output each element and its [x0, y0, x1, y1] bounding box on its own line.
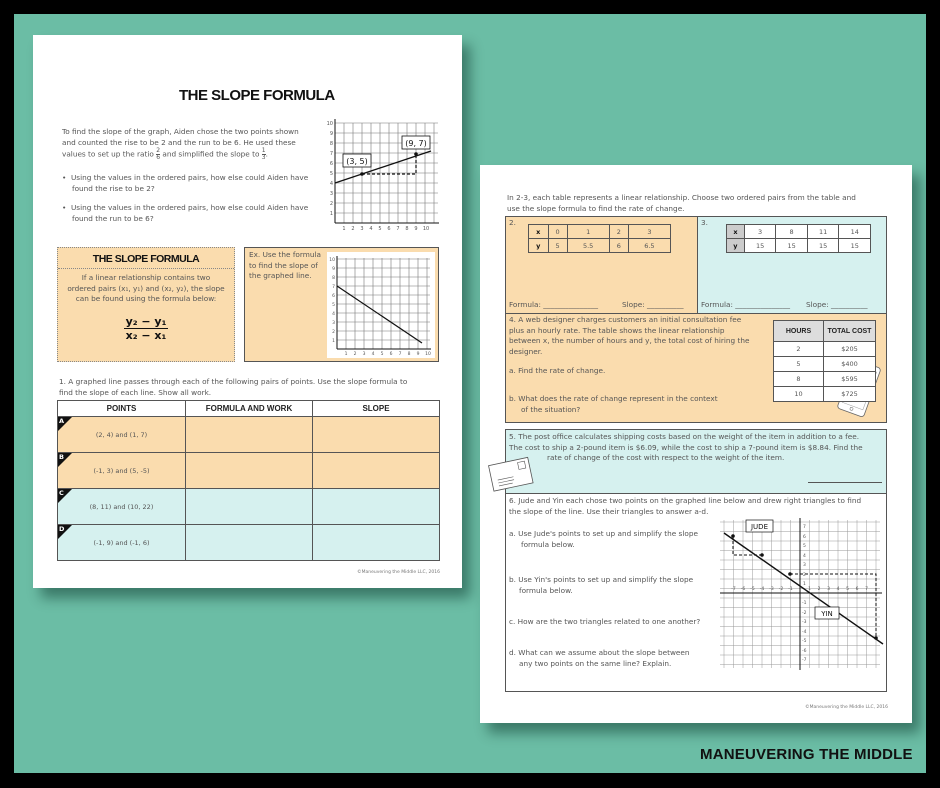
- svg-text:5: 5: [332, 303, 335, 308]
- svg-text:9: 9: [416, 352, 420, 357]
- svg-text:3: 3: [332, 321, 335, 326]
- y-value: 15: [807, 239, 839, 253]
- page-title: THE SLOPE FORMULA: [179, 87, 335, 104]
- svg-text:7: 7: [329, 151, 333, 157]
- point-label: (9, 7): [405, 139, 427, 148]
- copyright-footer: ©Maneuvering the Middle LLC, 2016: [805, 705, 888, 710]
- svg-text:-4: -4: [759, 587, 765, 592]
- svg-text:6: 6: [387, 226, 391, 232]
- brand-logo-text: MANEUVERING THE MIDDLE: [700, 746, 913, 763]
- example-line: the graphed line.: [249, 271, 312, 280]
- slope-fraction: [262, 148, 266, 161]
- y-value: 15: [744, 239, 776, 253]
- question-4b: [509, 394, 718, 415]
- slope-cell[interactable]: [313, 417, 440, 453]
- row-label: x: [727, 225, 745, 239]
- prompt-line: plus an hourly rate. The table shows the linear relationship: [509, 325, 725, 335]
- coordinate-plane-graph: [718, 516, 886, 671]
- denominator: 3: [261, 154, 266, 161]
- question-6-box: [505, 493, 887, 692]
- hours-cost-table: [773, 320, 876, 402]
- question-6a: [509, 529, 698, 550]
- yin-label: YIN: [821, 610, 833, 618]
- svg-text:6: 6: [389, 352, 393, 357]
- svg-text:2: 2: [817, 587, 821, 592]
- bullet-text: Using the values in the ordered pairs, how else could Aiden have: [70, 203, 309, 212]
- x-value: 14: [839, 225, 871, 239]
- svg-text:-2: -2: [778, 587, 784, 592]
- prompt-line: rate of change of the cost with respect to the weight of the item.: [547, 453, 785, 462]
- question-4-box: [505, 313, 887, 423]
- svg-text:-6: -6: [740, 587, 746, 592]
- column-header: FORMULA AND WORK: [186, 401, 313, 417]
- x-value: 2: [609, 225, 628, 239]
- svg-text:3: 3: [360, 226, 364, 232]
- jude-label: JUDE: [750, 523, 769, 531]
- svg-text:5: 5: [380, 352, 384, 357]
- hours-value: 10: [774, 387, 824, 402]
- work-cell[interactable]: [186, 489, 313, 525]
- intro-line: and counted the rise to be 2 and the run to be 6. He used these: [62, 137, 296, 147]
- slope-formula: [58, 315, 234, 342]
- table-row: [774, 357, 876, 372]
- points-cell: [58, 525, 186, 561]
- svg-text:-1: -1: [802, 601, 807, 606]
- x-value: 3: [744, 225, 776, 239]
- svg-text:8: 8: [329, 141, 333, 147]
- table-row: [58, 453, 440, 489]
- points-value: (-1, 3) and (5, -5): [93, 466, 150, 475]
- slope-answer-line[interactable]: Slope: __________: [622, 300, 684, 309]
- svg-text:-3: -3: [802, 620, 807, 625]
- prompt-line: 6. Jude and Yin each chose two points on the graphed line below and drew right triangles to find: [509, 496, 862, 505]
- svg-text:9: 9: [332, 267, 335, 272]
- prompt-line: formula below.: [519, 585, 573, 595]
- question-6b: [509, 575, 693, 596]
- svg-text:1: 1: [808, 587, 811, 592]
- question-6-prompt: [509, 496, 885, 517]
- hours-value: 8: [774, 372, 824, 387]
- slope-cell[interactable]: [313, 525, 440, 561]
- row-tag: D: [59, 525, 65, 533]
- prompt-line: b. Use Yin's points to set up and simplify the slope: [509, 575, 694, 584]
- prompt-line: any two points on the same line? Explain.: [519, 658, 672, 668]
- prompt-line: The cost to ship a 2-pound item is $6.09, while the cost to ship a 7-pound item is $8.84. Find the: [509, 442, 863, 452]
- intro-line: values to set up the ratio $\frac{2}{6}$ and simplified the slope to $\frac{1}{3}$ .: [62, 147, 268, 161]
- svg-text:5: 5: [378, 226, 382, 232]
- intro-line: To find the slope of the graph, Aiden chose the two points shown: [62, 127, 299, 136]
- example-line: Ex. Use the formula: [249, 250, 321, 259]
- intro-text-part: values to set up the ratio: [62, 149, 154, 159]
- work-cell[interactable]: [186, 417, 313, 453]
- x-value: 1: [567, 225, 609, 239]
- svg-text:-4: -4: [802, 630, 807, 635]
- svg-text:3: 3: [803, 563, 806, 568]
- question-3-box: [697, 216, 887, 314]
- xy-table: [528, 224, 671, 253]
- svg-text:7: 7: [332, 285, 335, 290]
- svg-text:8: 8: [407, 352, 411, 357]
- svg-text:1: 1: [344, 352, 348, 357]
- y-value: 5: [548, 239, 567, 253]
- hours-value: 5: [774, 357, 824, 372]
- svg-text:2: 2: [803, 573, 806, 578]
- point-label: (3, 5): [346, 157, 368, 166]
- svg-text:-1: -1: [788, 587, 793, 592]
- numerator: 2: [156, 147, 161, 154]
- svg-text:3: 3: [362, 352, 366, 357]
- table-row: [774, 372, 876, 387]
- y-value: 15: [839, 239, 871, 253]
- table-row: [58, 525, 440, 561]
- formula-numerator: y₂ − y₁: [125, 314, 167, 328]
- instruction-line: In 2-3, each table represents a linear relationship. Choose two ordered pairs from the table and: [507, 193, 856, 202]
- instructions-2-3: [507, 193, 907, 214]
- slope-cell[interactable]: [313, 453, 440, 489]
- work-cell[interactable]: [186, 525, 313, 561]
- column-header: SLOPE: [313, 401, 440, 417]
- svg-text:-7: -7: [802, 658, 807, 663]
- svg-text:8: 8: [405, 226, 409, 232]
- svg-text:9: 9: [329, 131, 333, 137]
- formula-desc-line: If a linear relationship contains two: [81, 273, 211, 282]
- row-label: x: [529, 225, 549, 239]
- slope-answer-line[interactable]: Slope: __________: [806, 300, 868, 309]
- svg-text:3: 3: [827, 587, 830, 592]
- svg-text:2: 2: [353, 352, 357, 357]
- svg-text:-5: -5: [750, 587, 755, 592]
- formula-box-title: THE SLOPE FORMULA: [92, 253, 200, 265]
- y-value: 6.5: [628, 239, 670, 253]
- svg-text:-2: -2: [802, 611, 807, 616]
- column-header: HOURS: [774, 321, 824, 342]
- svg-text:4: 4: [803, 554, 806, 559]
- answer-line[interactable]: [808, 482, 882, 483]
- table-row: [774, 387, 876, 402]
- svg-text:5: 5: [329, 171, 333, 177]
- points-cell: [58, 489, 186, 525]
- svg-text:7: 7: [398, 352, 402, 357]
- question-5-box: [505, 429, 887, 494]
- row-label: y: [727, 239, 745, 253]
- question-number: 3.: [701, 218, 708, 227]
- intro-text: [62, 127, 352, 161]
- svg-text:4: 4: [371, 352, 375, 357]
- worksheet-page-2: [480, 165, 912, 723]
- question-5-prompt: [509, 432, 885, 464]
- svg-text:4: 4: [329, 181, 333, 187]
- question-number: 2.: [509, 218, 516, 227]
- cost-value: $205: [824, 342, 876, 357]
- worksheet-page-1: [33, 35, 462, 588]
- formula-description: [58, 273, 234, 305]
- envelope-icon: [487, 455, 537, 495]
- svg-text:1: 1: [332, 339, 335, 344]
- svg-text:6: 6: [803, 535, 806, 540]
- svg-text:-7: -7: [731, 587, 736, 592]
- svg-text:2: 2: [351, 226, 355, 232]
- graph-negative-slope: [327, 252, 435, 358]
- y-value: 15: [776, 239, 808, 253]
- prompt-line: 1. A graphed line passes through each of the following pairs of points. Use the slope formula to: [59, 377, 408, 386]
- svg-text:10: 10: [425, 352, 431, 357]
- svg-text:6: 6: [855, 587, 859, 592]
- svg-text:-3: -3: [769, 587, 774, 592]
- svg-text:10: 10: [326, 121, 333, 127]
- row-label: y: [529, 239, 549, 253]
- svg-text:-5: -5: [802, 639, 807, 644]
- prompt-line: a. Use Jude's points to set up and simplify the slope: [509, 529, 698, 538]
- points-cell: [58, 417, 186, 453]
- svg-text:-6: -6: [802, 649, 807, 654]
- svg-text:6: 6: [329, 161, 333, 167]
- question-4a: a. Find the rate of change.: [509, 366, 606, 375]
- svg-text:4: 4: [332, 312, 335, 317]
- example-instructions: [249, 250, 321, 282]
- formula-answer-line[interactable]: Formula: _______________: [509, 300, 599, 309]
- svg-text:5: 5: [803, 544, 806, 549]
- work-cell[interactable]: [186, 453, 313, 489]
- prompt-line: find the slope of each line. Show all work.: [59, 387, 212, 397]
- ratio-fraction: [156, 148, 160, 161]
- points-value: (2, 4) and (1, 7): [95, 430, 148, 439]
- table-row: [774, 342, 876, 357]
- svg-text:10: 10: [329, 258, 335, 263]
- svg-text:7: 7: [396, 226, 400, 232]
- prompt-line: 4. A web designer charges customers an initial consultation fee: [509, 315, 742, 324]
- prompt-line: 5. The post office calculates shipping costs based on the weight of the item in addition to a fee.: [509, 432, 860, 441]
- prompt-line: the slope of the line. Use their triangles to answer a-d.: [509, 506, 709, 516]
- x-value: 3: [628, 225, 670, 239]
- prompt-line: formula below.: [521, 539, 575, 549]
- svg-text:10: 10: [422, 226, 430, 232]
- formula-desc-line: can be found using the formula below:: [75, 294, 217, 303]
- column-header: POINTS: [58, 401, 186, 417]
- graph-positive-slope: [323, 113, 447, 235]
- question-6d: [509, 648, 690, 669]
- prompt-line: d. What can we assume about the slope between: [509, 648, 690, 657]
- svg-text:5: 5: [846, 587, 849, 592]
- x-value: 8: [776, 225, 808, 239]
- xy-table: [726, 224, 871, 253]
- intro-text-part: and simplified the slope to: [162, 149, 260, 159]
- svg-text:2: 2: [329, 201, 333, 207]
- bullet-item: [62, 173, 352, 194]
- svg-text:7: 7: [865, 587, 868, 592]
- points-value: (8, 11) and (10, 22): [89, 502, 154, 511]
- prompt-line: designer.: [509, 346, 543, 356]
- question-4-prompt: [509, 315, 769, 357]
- svg-text:1: 1: [329, 211, 333, 217]
- question-2-box: [505, 216, 698, 314]
- bullet-line: • Using the values in the ordered pairs, how else could Aiden have: [62, 203, 309, 212]
- bullet-text: found the run to be 6?: [72, 213, 154, 223]
- y-value: 5.5: [567, 239, 609, 253]
- column-header: TOTAL COST: [824, 321, 876, 342]
- svg-text:1: 1: [342, 226, 346, 232]
- row-tag: A: [59, 417, 65, 425]
- svg-text:4: 4: [369, 226, 373, 232]
- slope-formula-box: [57, 247, 235, 362]
- prompt-line: b. What does the rate of change represent in the context: [509, 394, 718, 403]
- example-line: to find the slope of: [249, 260, 318, 270]
- denominator: 6: [156, 154, 161, 161]
- bullet-line: • Using the values in the ordered pairs, how else could Aiden have: [62, 173, 309, 182]
- x-value: 0: [548, 225, 567, 239]
- points-table: [57, 400, 440, 561]
- numerator: 1: [261, 147, 266, 154]
- example-box: [244, 247, 439, 362]
- slope-cell[interactable]: [313, 489, 440, 525]
- y-value: 6: [609, 239, 628, 253]
- question-6c: c. How are the two triangles related to one another?: [509, 617, 701, 626]
- x-value: 11: [807, 225, 839, 239]
- copyright-footer: ©Maneuvering the Middle LLC, 2016: [357, 570, 440, 575]
- instruction-line: use the slope formula to find the rate of change.: [507, 203, 685, 213]
- svg-text:3: 3: [329, 191, 333, 197]
- prompt-line: between x, the number of hours and y, the total cost of hiring the: [509, 336, 750, 345]
- svg-text:2: 2: [332, 330, 335, 335]
- bullet-text: found the rise to be 2?: [72, 183, 155, 193]
- svg-text:9: 9: [414, 226, 418, 232]
- svg-text:7: 7: [803, 525, 806, 530]
- bullet-text: Using the values in the ordered pairs, how else could Aiden have: [70, 173, 309, 182]
- row-tag: B: [59, 453, 64, 461]
- formula-answer-line[interactable]: Formula: _______________: [701, 300, 791, 309]
- row-tag: C: [59, 489, 64, 497]
- formula-desc-line: ordered pairs (x₁, y₁) and (x₂, y₂), the slope: [67, 283, 225, 293]
- hours-value: 2: [774, 342, 824, 357]
- bullet-item: [62, 203, 352, 224]
- table-row: [58, 417, 440, 453]
- table-row: [58, 489, 440, 525]
- svg-text:6: 6: [332, 294, 335, 299]
- cost-value: $595: [824, 372, 876, 387]
- formula-denominator: x₂ − x₁: [125, 328, 167, 342]
- points-cell: [58, 453, 186, 489]
- svg-text:8: 8: [332, 276, 335, 281]
- cost-value: $400: [824, 357, 876, 372]
- prompt-line: of the situation?: [521, 404, 581, 414]
- svg-text:4: 4: [836, 587, 840, 592]
- question-1-prompt: [59, 377, 459, 398]
- points-value: (-1, 9) and (-1, 6): [93, 538, 150, 547]
- svg-text:1: 1: [803, 582, 806, 587]
- cost-value: $725: [824, 387, 876, 402]
